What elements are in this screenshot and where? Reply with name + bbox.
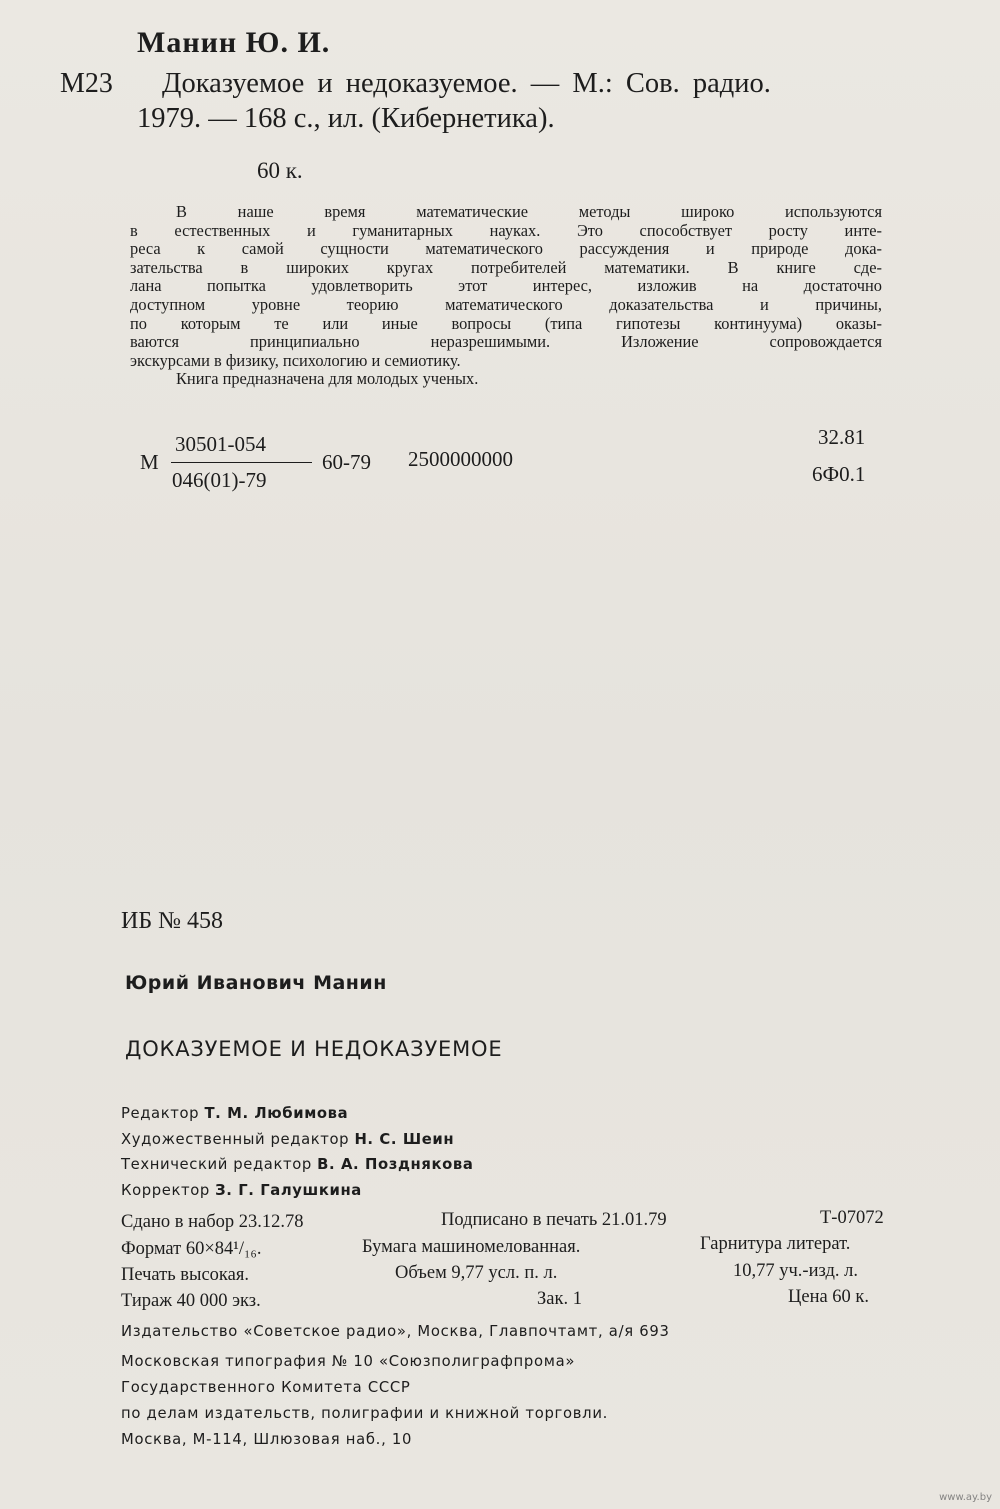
- annotation-line: экскурсами в физику, психологию и семиотику.: [130, 350, 461, 370]
- annotation: [130, 203, 882, 389]
- annotation-line: В наше время математические методы широко используются: [176, 202, 882, 221]
- watermark: www.ay.by: [939, 1492, 992, 1503]
- signed-date: Подписано в печать 21.01.79: [441, 1210, 667, 1230]
- publisher-block: [121, 1319, 670, 1453]
- annotation-line: по которым те или иные вопросы (типа гипотезы континуума) оказы-: [130, 313, 882, 333]
- code-a: 60-79: [322, 450, 371, 474]
- annotation-line: доступном уровне теорию математического доказательства и причины,: [130, 294, 882, 314]
- typeface: Гарнитура литерат.: [700, 1234, 851, 1254]
- credit-role: Художественный редактор: [121, 1130, 350, 1148]
- print-run: Тираж 40 000 экз.: [121, 1291, 261, 1311]
- code-letter: М: [140, 450, 159, 474]
- description-line-2: 1979. — 168 с., ил. (Кибернетика).: [137, 103, 555, 134]
- udc-bottom: 6Ф0.1: [812, 462, 866, 486]
- fraction-line: [171, 462, 312, 463]
- publisher-line: Государственного Комитета СССР: [121, 1379, 411, 1396]
- full-author-name: Юрий Иванович Манин: [125, 972, 387, 994]
- credit-role: Корректор: [121, 1181, 210, 1199]
- volume-edit: 10,77 уч.-изд. л.: [733, 1261, 858, 1281]
- udc-top: 32.81: [818, 425, 866, 449]
- publisher-line: по делам издательств, полиграфии и книжной торговли.: [121, 1405, 609, 1422]
- publisher-line: Издательство «Советское радио», Москва, Главпочтамт, а/я 693: [121, 1323, 670, 1340]
- annotation-paragraph-2: Книга предназначена для молодых ученых.: [176, 369, 479, 389]
- credits-list: [121, 1101, 473, 1203]
- credit-person: Т. М. Любимова: [204, 1105, 349, 1122]
- print-type: Печать высокая.: [121, 1265, 249, 1285]
- order-code: Т-07072: [820, 1208, 884, 1228]
- annotation-line: ваются принципиально неразрешимыми. Изложение сопровождается: [130, 332, 882, 352]
- publisher-line: Москва, М-114, Шлюзовая наб., 10: [121, 1431, 413, 1448]
- credit-row: [121, 1152, 473, 1178]
- volume: Объем 9,77 усл. п. л.: [395, 1263, 558, 1283]
- code-b: 2500000000: [408, 447, 513, 471]
- price-top: 60 к.: [257, 158, 303, 183]
- credit-row: [121, 1101, 473, 1127]
- author-heading: Манин Ю. И.: [137, 26, 331, 59]
- book-title: ДОКАЗУЕМОЕ И НЕДОКАЗУЕМОЕ: [125, 1037, 503, 1061]
- paper: Бумага машиномелованная.: [362, 1237, 581, 1257]
- annotation-line: реса к самой сущности математического рассуждения и природе дока-: [130, 239, 882, 259]
- credit-row: [121, 1127, 473, 1153]
- format: Формат 60×84¹/₁₆.: [121, 1239, 262, 1259]
- code-denominator: 046(01)-79: [172, 468, 267, 492]
- ib-number: ИБ № 458: [121, 908, 224, 934]
- code-numerator: 30501-054: [175, 432, 266, 456]
- price-bottom: Цена 60 к.: [788, 1287, 870, 1307]
- credit-row: [121, 1178, 473, 1204]
- description-line-1: Доказуемое и недоказуемое. — М.: Сов. радио.: [162, 68, 771, 99]
- credit-role: Технический редактор: [121, 1156, 312, 1173]
- class-index: М23: [60, 68, 113, 99]
- credit-person: В. А. Позднякова: [317, 1156, 474, 1173]
- annotation-line: в естественных и гуманитарных науках. Это способствует росту инте-: [130, 220, 882, 240]
- submitted-date: Сдано в набор 23.12.78: [121, 1212, 304, 1232]
- annotation-line: зательства в широких кругах потребителей математики. В книге сде-: [130, 257, 882, 277]
- credit-role: Редактор: [121, 1105, 200, 1122]
- annotation-line: лана попытка удовлетворить этот интерес, изложив на достаточно: [130, 276, 882, 296]
- order-number: Зак. 1: [537, 1289, 582, 1309]
- credit-person: Н. С. Шеин: [354, 1130, 455, 1148]
- publisher-line: Московская типография № 10 «Союзполиграфпрома»: [121, 1353, 576, 1370]
- credit-person: З. Г. Галушкина: [215, 1181, 362, 1199]
